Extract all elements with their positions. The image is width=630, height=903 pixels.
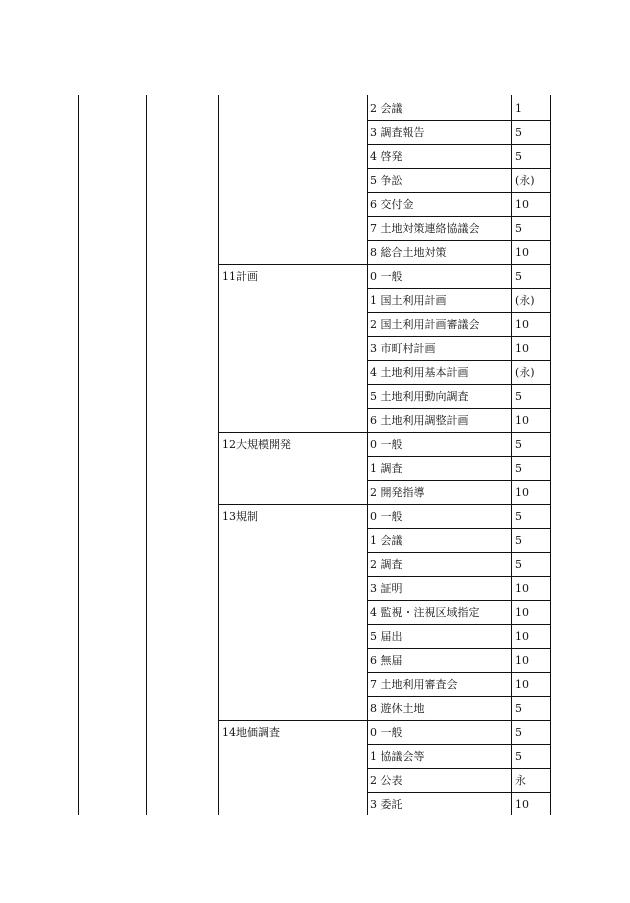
retention-period-cell: 5 [515,726,522,739]
item-cell: 3 市町村計画 [370,342,436,355]
retention-period-cell: 5 [515,750,522,763]
retention-period-cell: 10 [515,654,529,667]
item-cell: 0 一般 [370,270,403,283]
row-divider [367,432,550,433]
column-line [550,95,551,815]
retention-period-cell: 1 [515,102,522,115]
retention-period-cell: 5 [515,222,522,235]
item-cell: 1 国土利用計画 [370,294,447,307]
group-divider [218,720,367,721]
row-divider [367,792,550,793]
retention-period-cell: 5 [515,126,522,139]
row-divider [367,600,550,601]
row-divider [367,288,550,289]
row-divider [367,768,550,769]
row-divider [367,240,550,241]
item-cell: 8 総合土地対策 [370,246,447,259]
row-divider [367,360,550,361]
row-divider [367,144,550,145]
retention-period-cell: 永 [515,774,526,787]
row-divider [367,744,550,745]
column-line [146,95,147,815]
retention-period-cell: 10 [515,342,529,355]
item-cell: 0 一般 [370,510,403,523]
retention-period-cell: 5 [515,558,522,571]
row-divider [367,696,550,697]
item-cell: 2 国土利用計画審議会 [370,318,480,331]
retention-period-cell: (永) [515,366,535,379]
retention-period-cell: 10 [515,630,529,643]
item-cell: 0 一般 [370,726,403,739]
group-divider [218,264,367,265]
retention-period-cell: 5 [515,462,522,475]
item-cell: 7 土地対策連絡協議会 [370,222,480,235]
row-divider [367,456,550,457]
item-cell: 6 土地利用調整計画 [370,414,469,427]
row-divider [367,168,550,169]
retention-period-cell: 5 [515,390,522,403]
item-cell: 5 土地利用動向調査 [370,390,469,403]
column-line [218,95,219,815]
group-divider [218,432,367,433]
item-cell: 5 争訟 [370,174,403,187]
row-divider [367,672,550,673]
row-divider [367,216,550,217]
retention-period-cell: 10 [515,486,529,499]
retention-period-cell: 5 [515,150,522,163]
item-cell: 2 調査 [370,558,403,571]
item-cell: 6 交付金 [370,198,414,211]
item-cell: 6 無届 [370,654,403,667]
retention-period-cell: 10 [515,414,529,427]
row-divider [367,552,550,553]
item-cell: 7 土地利用審査会 [370,678,458,691]
item-cell: 4 土地利用基本計画 [370,366,469,379]
item-cell: 4 監視・注視区域指定 [370,606,480,619]
row-divider [367,192,550,193]
row-divider [367,624,550,625]
item-cell: 2 会議 [370,102,403,115]
item-cell: 1 会議 [370,534,403,547]
row-divider [367,648,550,649]
retention-period-cell: (永) [515,174,535,187]
column-line [78,95,79,815]
category-cell: 14地価調査 [222,726,280,739]
retention-period-cell: 10 [515,606,529,619]
retention-period-cell: 10 [515,246,529,259]
category-cell: 12大規模開発 [222,438,291,451]
item-cell: 8 遊休土地 [370,702,425,715]
row-divider [367,264,550,265]
row-divider [367,504,550,505]
category-cell: 11計画 [222,270,258,283]
item-cell: 0 一般 [370,438,403,451]
column-line [511,95,512,815]
retention-period-cell: 5 [515,510,522,523]
item-cell: 3 調査報告 [370,126,425,139]
row-divider [367,120,550,121]
retention-period-cell: 10 [515,678,529,691]
retention-period-cell: 10 [515,798,529,811]
item-cell: 1 調査 [370,462,403,475]
item-cell: 3 委託 [370,798,403,811]
item-cell: 2 公表 [370,774,403,787]
category-cell: 13規制 [222,510,258,523]
retention-period-cell: 10 [515,582,529,595]
item-cell: 2 開発指導 [370,486,425,499]
retention-period-cell: 5 [515,270,522,283]
row-divider [367,336,550,337]
retention-period-cell: 10 [515,198,529,211]
item-cell: 1 協議会等 [370,750,425,763]
row-divider [367,480,550,481]
column-line [367,95,368,815]
row-divider [367,720,550,721]
row-divider [367,576,550,577]
retention-period-cell: 5 [515,438,522,451]
retention-period-cell: 5 [515,534,522,547]
item-cell: 5 届出 [370,630,403,643]
row-divider [367,312,550,313]
item-cell: 4 啓発 [370,150,403,163]
row-divider [367,528,550,529]
retention-period-cell: (永) [515,294,535,307]
row-divider [367,408,550,409]
group-divider [218,504,367,505]
retention-period-cell: 5 [515,702,522,715]
row-divider [367,384,550,385]
item-cell: 3 証明 [370,582,403,595]
retention-period-cell: 10 [515,318,529,331]
